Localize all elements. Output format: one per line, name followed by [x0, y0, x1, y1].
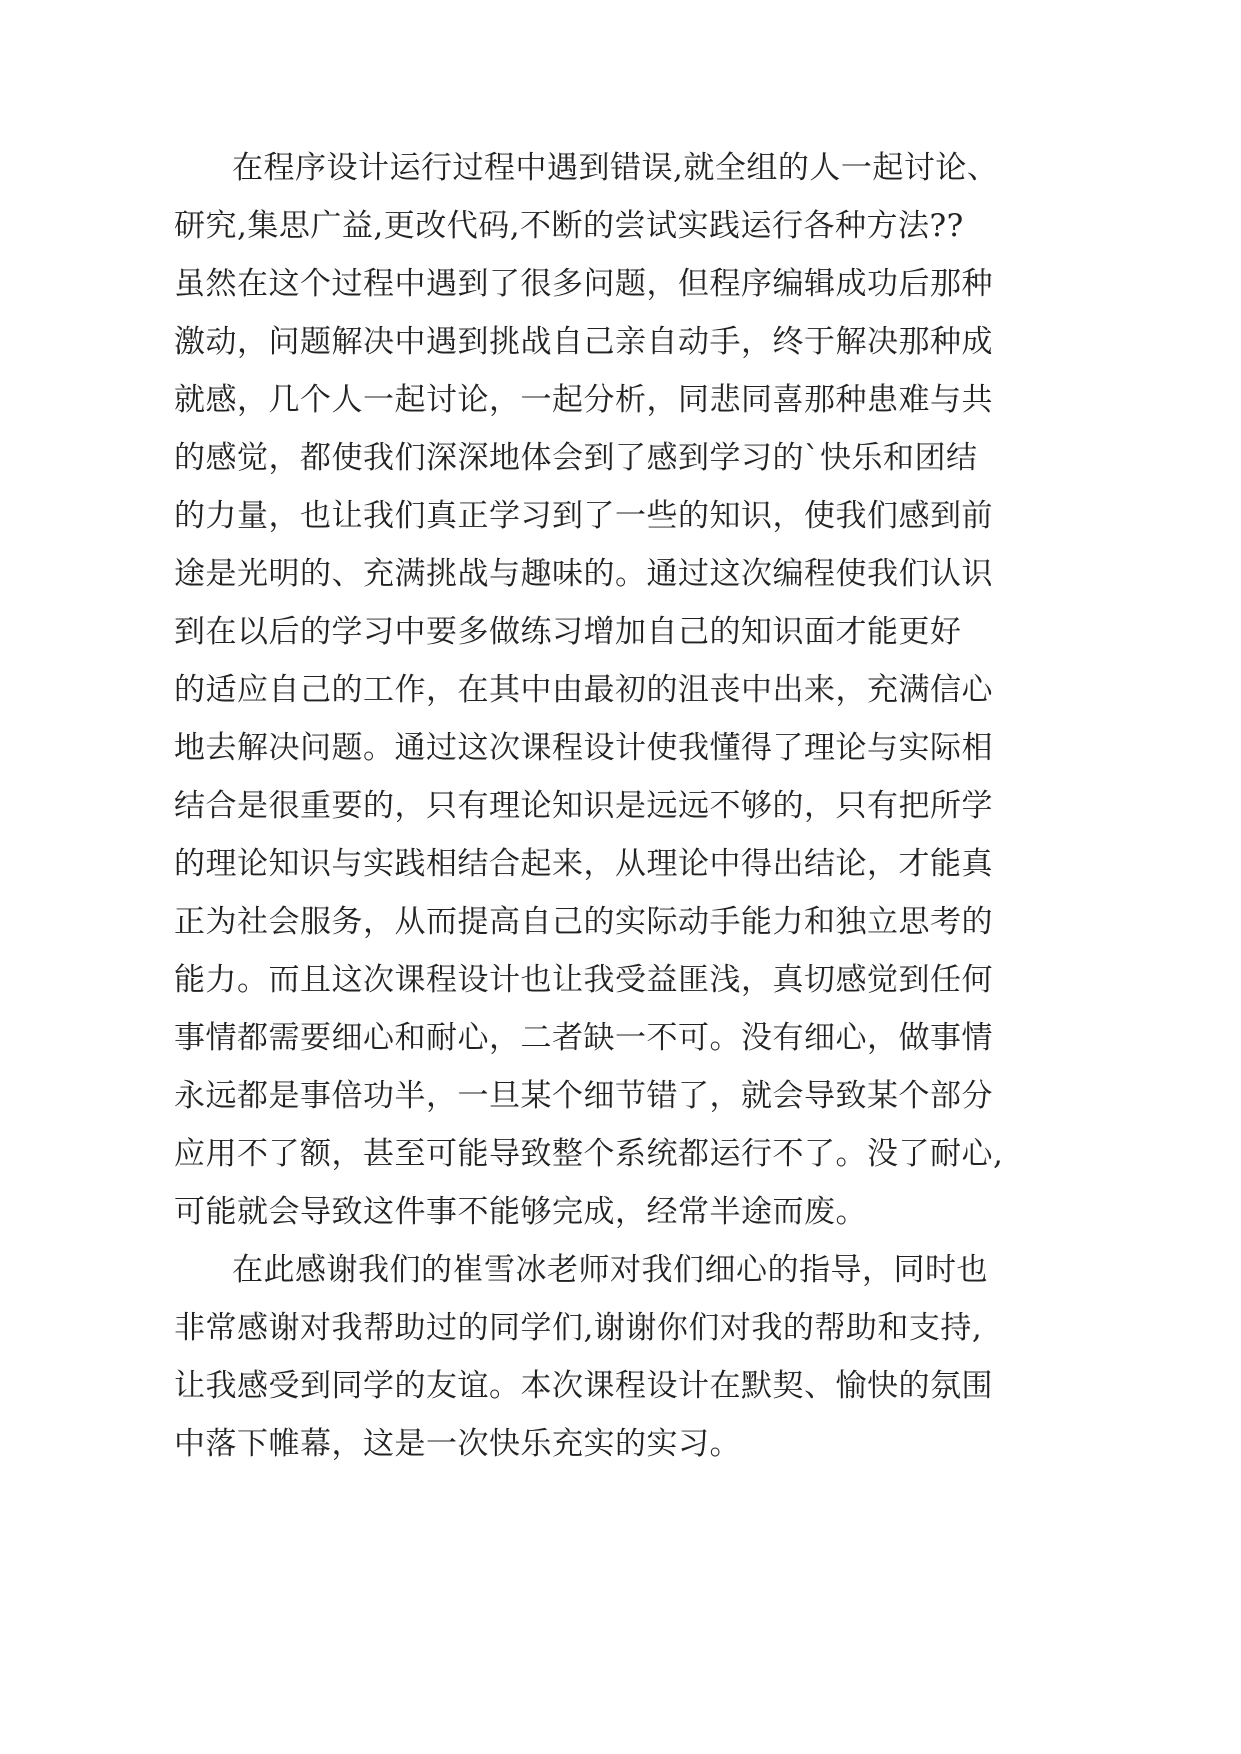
- paragraph-line: 事情都需要细心和耐心，二者缺一不可。没有细心，做事情: [174, 1020, 993, 1056]
- paragraph-line: 结合是很重要的，只有理论知识是远远不够的，只有把所学: [174, 788, 993, 824]
- paragraph-line: 研究,集思广益,更改代码,不断的尝试实践运行各种方法??: [174, 208, 964, 244]
- paragraph-line: 非常感谢对我帮助过的同学们,谢谢你们对我的帮助和支持,: [174, 1310, 983, 1346]
- paragraph-line: 能力。而且这次课程设计也让我受益匪浅，真切感觉到任何: [174, 962, 993, 998]
- paragraph-line: 让我感受到同学的友谊。本次课程设计在默契、愉快的氛围: [174, 1368, 993, 1404]
- paragraph-line: 的力量，也让我们真正学习到了一些的知识，使我们感到前: [174, 498, 993, 534]
- paragraph-line: 正为社会服务，从而提高自己的实际动手能力和独立思考的: [174, 904, 993, 940]
- paragraph-line: 就感，几个人一起讨论，一起分析，同悲同喜那种患难与共: [174, 382, 993, 418]
- paragraph-line: 虽然在这个过程中遇到了很多问题，但程序编辑成功后那种: [174, 266, 993, 302]
- paragraph-line: 的理论知识与实践相结合起来，从理论中得出结论，才能真: [174, 846, 993, 882]
- paragraph-line: 激动，问题解决中遇到挑战自己亲自动手，终于解决那种成: [174, 324, 993, 360]
- paragraph-line: 的适应自己的工作，在其中由最初的沮丧中出来，充满信心: [174, 672, 993, 708]
- paragraph-line: 永远都是事倍功半，一旦某个细节错了，就会导致某个部分: [174, 1078, 993, 1114]
- paragraph-line: 在程序设计运行过程中遇到错误,就全组的人一起讨论、: [232, 150, 999, 186]
- paragraph-line: 途是光明的、充满挑战与趣味的。通过这次编程使我们认识: [174, 556, 993, 592]
- paragraph-line: 应用不了额，甚至可能导致整个系统都运行不了。没了耐心,: [174, 1136, 1004, 1172]
- paragraph-line: 中落下帷幕，这是一次快乐充实的实习。: [174, 1426, 741, 1462]
- paragraph-line: 在此感谢我们的崔雪冰老师对我们细心的指导，同时也: [232, 1252, 988, 1288]
- paragraph-line: 的感觉，都使我们深深地体会到了感到学习的`快乐和团结: [174, 440, 978, 476]
- paragraph-line: 可能就会导致这件事不能够完成，经常半途而废。: [174, 1194, 867, 1230]
- paragraph-line: 地去解决问题。通过这次课程设计使我懂得了理论与实际相: [174, 730, 993, 766]
- paragraph-line: 到在以后的学习中要多做练习增加自己的知识面才能更好: [174, 614, 962, 650]
